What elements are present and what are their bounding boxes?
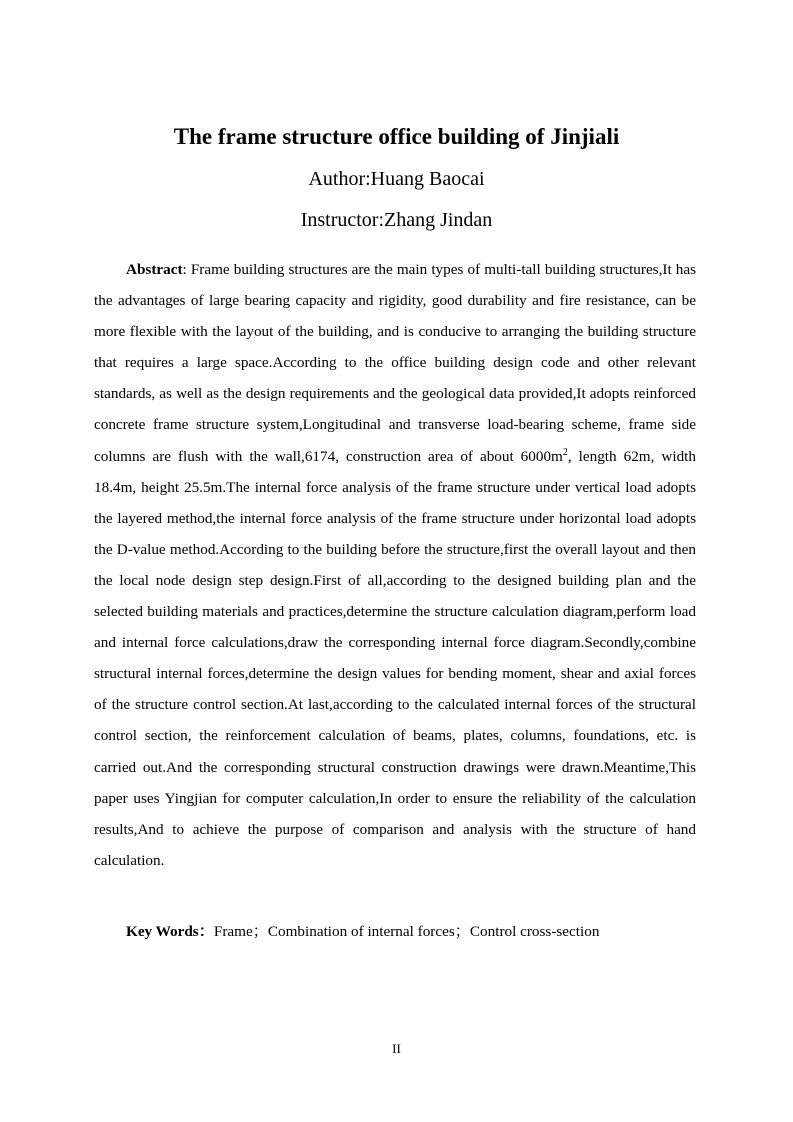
keywords-section	[94, 918, 696, 946]
abstract-separator: :	[182, 261, 187, 278]
abstract-text-part-1: Frame building structures are the main types of multi-tall building structures,It has the advantages of large bearing capacity and rigidity, good durability and fire resistance, can be more flexible with the layout of the building, and is conducive to arranging the building structure that requires a large space.According to the office building design code and other relevant standards, as well as the design requirements and the geological data provided,It adopts reinforced concrete frame structure system,Longitudinal and transverse load-bearing scheme, frame side columns are flush with the wall,6174, construction area of about 6000m	[94, 261, 696, 465]
abstract-paragraph	[94, 254, 696, 876]
page-number: II	[392, 1041, 401, 1056]
author-line: Author:Huang Baocai	[308, 168, 485, 190]
superscript-2: 2	[562, 446, 568, 458]
paper-title: The frame structure office building of Jinjiali	[173, 124, 620, 149]
abstract-label: Abstract	[126, 261, 183, 278]
abstract-section	[94, 254, 696, 876]
keywords-label: Key Words：	[126, 923, 214, 940]
keywords-text: Frame；Combination of internal forces；Control cross-section	[213, 923, 600, 940]
instructor-line: Instructor:Zhang Jindan	[300, 209, 493, 231]
abstract-text-part-2: , length 62m, width 18.4m, height 25.5m.The internal force analysis of the frame structure under vertical load adopts the layered method,the internal force analysis of the frame structure under horizontal load adopts the D-value method.According to the building before the structure,first the overall layout and then the local node design step design.First of all,according to the designed building plan and the selected building materials and practices,determine the structure calculation diagram,perform load and internal force calculations,draw the corresponding internal force diagram.Secondly,combine structural internal forces,determine the design values for bending moment, shear and axial forces of the structure control section.At last,according to the calculated internal forces of the structural control section, the reinforcement calculation of beams, plates, columns, foundations, etc. is carried out.And the corresponding structural construction drawings were drawn.Meantime,This paper uses Yingjian for computer calculation,In order to ensure the reliability of the calculation results,And to achieve the purpose of comparison and analysis with the structure of hand calculation.	[94, 447, 696, 869]
